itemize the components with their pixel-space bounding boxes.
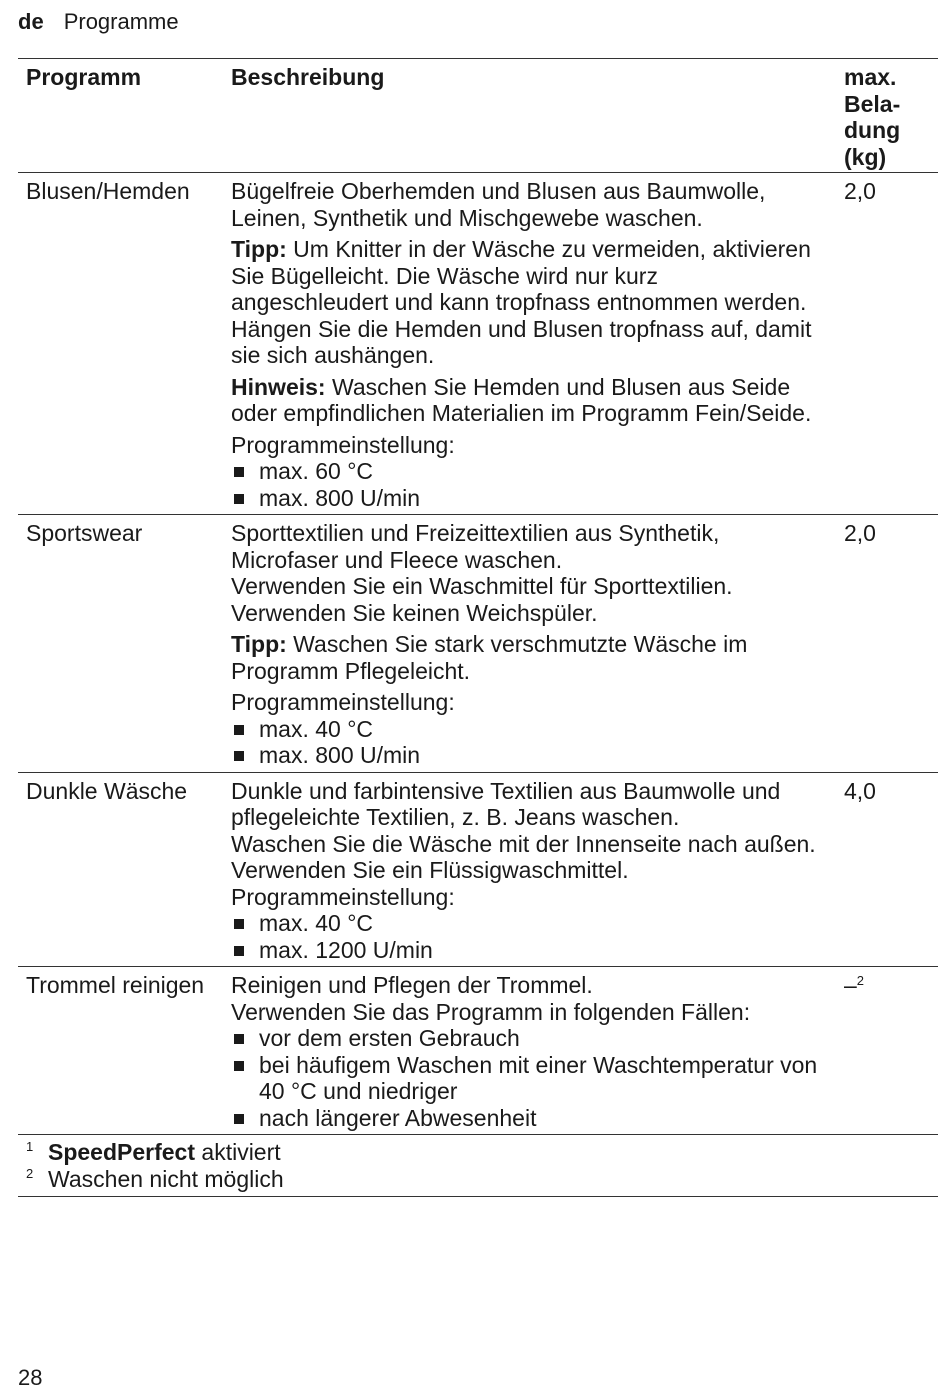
bullet-icon <box>234 946 244 956</box>
language-code: de <box>18 9 44 34</box>
settings-label: Programmeinstellung: <box>231 431 455 458</box>
table-row <box>18 515 938 773</box>
list-item: nach längerer Abwesenheit <box>231 1105 818 1132</box>
footnotes <box>18 1135 938 1197</box>
list-item: max. 60 °C <box>231 458 818 485</box>
bullet-icon <box>234 751 244 761</box>
description-text: Bügelfreie Oberhemden und Blusen aus Baumwolle, Leinen, Synthetik und Mischgewebe waschen. <box>231 178 766 231</box>
program-description <box>231 515 832 773</box>
list-item: bei häufigem Waschen mit einer Waschtemperatur von 40 °C und niedriger <box>231 1052 818 1105</box>
program-name: Blusen/Hemden <box>26 178 190 204</box>
bullet-icon <box>234 725 244 735</box>
bullet-icon <box>234 1034 244 1044</box>
list-item: max. 40 °C <box>231 910 818 937</box>
max-load: –$^2$ <box>844 972 865 998</box>
max-load: 4,0 <box>844 777 876 804</box>
program-description <box>231 967 832 1135</box>
footnote-mark: 1 <box>26 1139 34 1154</box>
section-title: Programme <box>63 9 179 34</box>
footnote <box>18 1139 938 1166</box>
description-text: Reinigen und Pflegen der Trommel. <box>231 972 593 998</box>
table-row <box>18 967 938 1135</box>
programs-table <box>18 58 938 1197</box>
list-item: max. 1200 U/min <box>231 937 818 964</box>
settings-list <box>231 716 818 769</box>
footnote-mark: 2 <box>26 1165 34 1181</box>
list-item: max. 800 U/min <box>231 742 818 769</box>
usage-list <box>231 1025 818 1131</box>
bullet-icon <box>234 1114 244 1124</box>
bullet-icon <box>234 467 244 477</box>
tip-text: Tipp: Waschen Sie stark verschmutzte Wäsche im Programm Pflegeleicht. <box>231 631 748 684</box>
max-load: 2,0 <box>844 520 876 546</box>
table-row <box>18 173 938 515</box>
description-text: Verwenden Sie ein Flüssigwaschmittel. <box>231 857 629 883</box>
settings-label: Programmeinstellung: <box>231 883 455 910</box>
program-name: Trommel reinigen <box>26 972 205 998</box>
list-item: vor dem ersten Gebrauch <box>231 1025 818 1052</box>
program-description <box>231 173 832 515</box>
page-number: 28 <box>18 1365 43 1390</box>
bullet-icon <box>234 919 244 929</box>
footnote <box>18 1166 938 1193</box>
table-header-row <box>18 59 938 173</box>
program-name: Dunkle Wäsche <box>26 777 188 804</box>
description-text: Dunkle und farbintensive Textilien aus Baumwolle und pflegeleichte Textilien, z. B. Jeans waschen. <box>231 777 781 830</box>
tip-text: Tipp: Um Knitter in der Wäsche zu vermeiden, aktivieren Sie Bügelleicht. Die Wäsche wird nur kurz angeschleudert und kann tropfnass entnommen werden. Hängen Sie die Hemden und Blusen tropfnass auf, damit sie sich aushängen. <box>231 236 812 368</box>
description-text: Sporttextilien und Freizeittextilien aus Synthetik, Microfaser und Fleece waschen. <box>231 520 720 573</box>
footnote-text: aktiviert <box>195 1139 281 1165</box>
table-row <box>18 772 938 967</box>
footnote-text: Waschen nicht möglich <box>48 1165 284 1192</box>
bullet-icon <box>234 494 244 504</box>
list-item: max. 40 °C <box>231 716 818 743</box>
footnote-bold: SpeedPerfect <box>48 1139 196 1165</box>
description-text: Verwenden Sie das Programm in folgenden Fällen: <box>231 998 751 1025</box>
bullet-icon <box>234 1061 244 1071</box>
footnote-marker: 2 <box>856 973 865 988</box>
max-load: 2,0 <box>844 178 876 204</box>
header-load: max. Bela- dung (kg) <box>844 64 901 170</box>
description-text: Waschen Sie die Wäsche mit der Innenseite nach außen. <box>231 830 816 857</box>
list-item: max. 800 U/min <box>231 485 818 512</box>
page-header <box>18 9 179 35</box>
program-description <box>231 772 832 967</box>
settings-list <box>231 458 818 511</box>
settings-list <box>231 910 818 963</box>
description-text: Verwenden Sie ein Waschmittel für Sporttextilien. <box>231 573 733 599</box>
header-program: Programm <box>26 64 142 90</box>
settings-label: Programmeinstellung: <box>231 689 455 715</box>
description-text: Verwenden Sie keinen Weichspüler. <box>231 599 598 626</box>
note-text: Hinweis: Waschen Sie Hemden und Blusen aus Seide oder empfindlichen Materialien im Programm Fein/Seide. <box>231 373 812 426</box>
header-description: Beschreibung <box>231 64 385 90</box>
program-name: Sportswear <box>26 520 143 546</box>
footnotes-row <box>18 1135 938 1197</box>
